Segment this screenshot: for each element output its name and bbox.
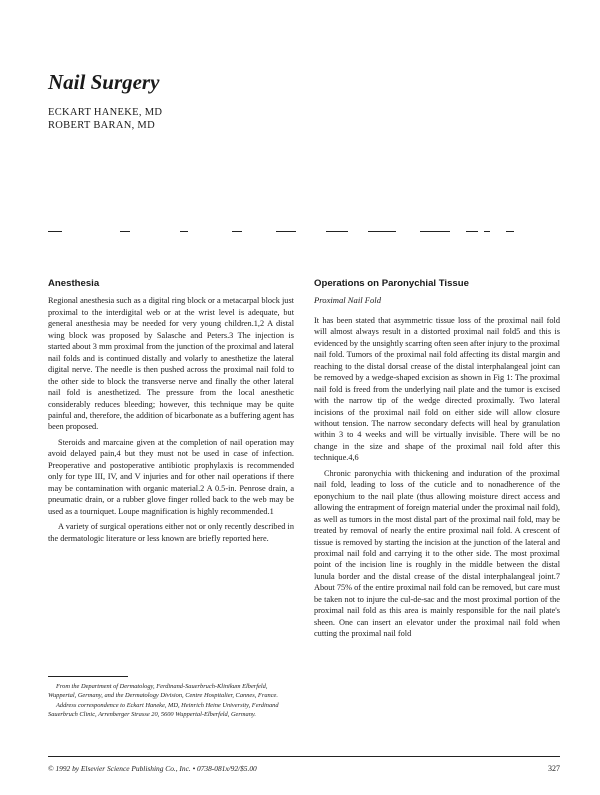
subsection-heading: Proximal Nail Fold xyxy=(314,295,381,306)
section-heading-anesthesia: Anesthesia xyxy=(48,278,100,289)
footnote-correspondence: Address correspondence to Eckart Haneke, MD, Heinrich Heine University, Ferdinand Sauerbruch Clinic, Arrenberger Strasse 20, 5600 Wuppertal-Elberfeld, Germany. xyxy=(48,702,279,718)
body-paragraph: A variety of surgical operations either not or only recently described in the dermatologic literature or less known are briefly reported here. xyxy=(48,522,294,543)
footer-divider xyxy=(48,756,560,757)
section-divider xyxy=(232,231,242,232)
article-title: Nail Surgery xyxy=(48,70,160,94)
left-column xyxy=(48,278,294,548)
body-paragraph: It has been stated that asymmetric tissue loss of the proximal nail fold will almost always result in a distorted proximal nail fold5 and this is evidenced by the unsightly scarring often seen after injury to the proximal nail fold. Tumors of the proximal nail fold affecting its distal margin and reaching to the distal dorsal crease of the distal interphalangeal joint can be removed by a wedge-shaped excision as shown in Fig 1: The proximal nail fold is freed from the underlying nail plate and the tumor is excised with the narrow tip of the wedge directed proximally. Two lateral incisions of the proximal nail fold on either side will allow closure without tension. The narrow secondary defects will heal by granulation within 3 to 4 weeks and will be virtually invisible. There will be no change in the size and shape of the proximal nail fold after this technique.4,6 xyxy=(314,315,560,463)
copyright-line: © 1992 by Elsevier Science Publishing Co., Inc. • 0738-081x/92/$5.00 xyxy=(48,764,257,773)
author-list xyxy=(48,106,162,132)
footnote-divider xyxy=(48,676,128,677)
section-divider xyxy=(466,231,478,232)
section-divider xyxy=(180,231,188,232)
section-divider xyxy=(420,231,450,232)
footnote-affiliation: From the Department of Dermatology, Ferdinand-Sauerbruch-Klinikum Elberfeld, Wuppertal, Germany, and the Dermatology Division, Centre Hospitalier, Cannes, France. xyxy=(48,683,278,699)
section-divider xyxy=(48,231,62,232)
section-divider xyxy=(326,231,348,232)
section-divider xyxy=(120,231,130,232)
section-divider xyxy=(276,231,296,232)
body-paragraph: Steroids and marcaine given at the completion of nail operation may avoid delayed pain,4 but they must not be used in case of infection. Preoperative and postoperative antibiotic prophylaxis is recommended only for type III, IV, and V injuries and for other nail operations if there may be contamination with organic material.2 A 0.5-in. Penrose drain, a pneumatic drain, or a rubber glove finger rolled back to the web may be used as a tourniquet. Loupe magnification is highly recommended.1 xyxy=(48,437,294,516)
page-number: 327 xyxy=(548,764,560,773)
author-name: ROBERT BARAN, MD xyxy=(48,120,155,131)
footnotes xyxy=(48,683,294,721)
body-paragraph: Chronic paronychia with thickening and induration of the proximal nail fold, leading to loss of the cuticle and to nonadherence of the eponychium to the nail plate (thus allowing moisture direct access and allowing the entrapment of foreign material under the proximal nail fold), as well as tumors in the most distal part of the proximal nail fold, may be treated by removal of nearly the entire proximal nail fold. A crescent of tissue is removed by starting the incision at the junction of the lateral and proximal nail fold and carrying it to the other side. The most proximal point of the incision line is roughly in the middle between the distal lunula border and the distal crease of the distal interphalangeal joint.7 About 75% of the entire proximal nail fold can be removed, but care must be taken not to injure the cul-de-sac and the most proximal portion of the proximal nail fold as this area is mainly responsible for the nail plate's sheen. One can insert an elevator under the proximal nail fold when cutting the proximal nail fold xyxy=(314,468,560,639)
body-paragraph: Regional anesthesia such as a digital ring block or a metacarpal block just proximal to the interdigital web or at the wrist level is adequate, but general anesthesia may be needed for very young children.1,2 A distal wing block was proposed by Salasche and Peters.3 The injection is started about 3 mm proximal from the junction of the proximal and lateral nail folds and is continued distally and volarly to anesthetize the lateral digital nerve. The needle is then pushed across the proximal nail fold to the other side to block the transverse nerve and finally the other lateral nail fold is anesthetized. The pressure from the local anesthetic considerably reduces bleeding; however, this technique may be quite painful and, therefore, the addition of bicarbonate as a buffering agent has been proposed. xyxy=(48,296,294,432)
section-divider xyxy=(506,231,514,232)
section-divider xyxy=(484,231,490,232)
author-name: ECKART HANEKE, MD xyxy=(48,107,163,118)
section-divider xyxy=(368,231,396,232)
right-column xyxy=(314,278,560,644)
section-heading-paronychial: Operations on Paronychial Tissue xyxy=(314,278,469,289)
